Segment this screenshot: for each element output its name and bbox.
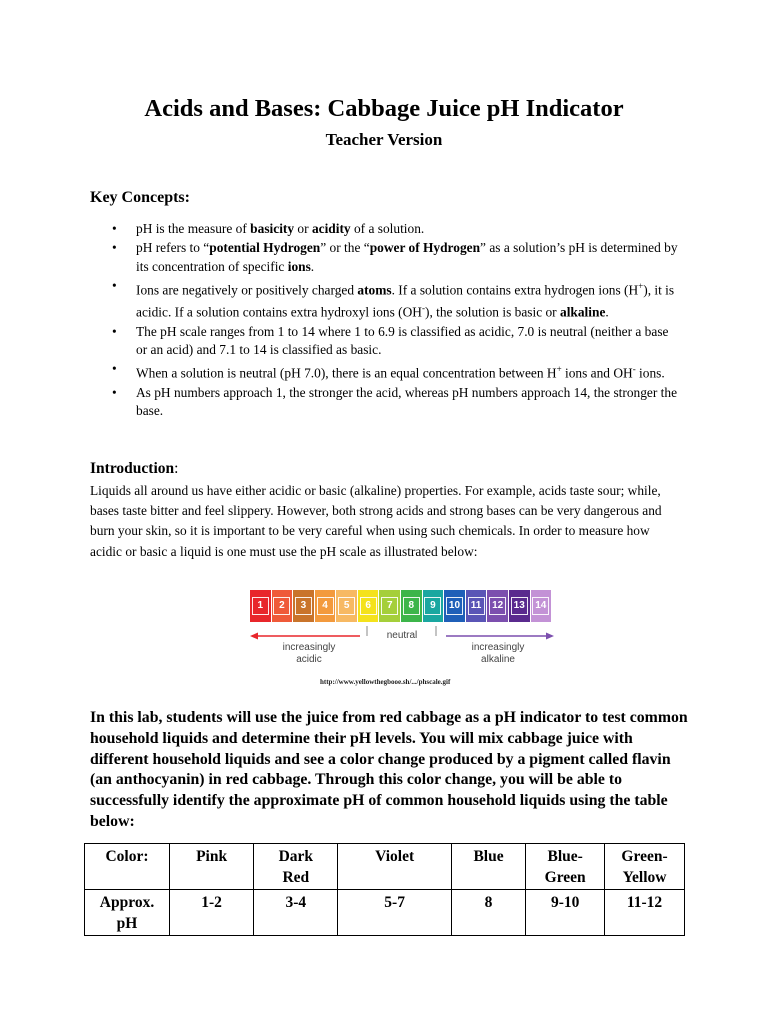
introduction-heading-text: Introduction [90, 460, 175, 477]
table-cell [605, 844, 685, 890]
concept-text: Ions are negatively or positively charged [136, 281, 358, 297]
concept-text: of a solution. [350, 221, 425, 236]
ph-scale-number: 9 [424, 597, 441, 615]
table-row [85, 844, 685, 890]
concept-text: ions and OH [561, 365, 633, 381]
introduction-heading-colon: : [174, 460, 179, 477]
concept-text: ” as a solution’s pH is determined by its concentration of specific [136, 240, 678, 274]
ph-scale-label-line: acidic [296, 654, 322, 665]
table-cell-line: Blue [473, 848, 504, 865]
table-cell-line: pH [116, 915, 138, 932]
table-cell-line: Red [282, 869, 310, 886]
key-concept-item [90, 277, 680, 323]
table-cell-line: Dark [278, 848, 314, 865]
concept-text: or [294, 221, 312, 236]
ph-scale-number: 10 [446, 597, 463, 615]
table-cell [605, 890, 685, 936]
superscript: - [421, 303, 425, 314]
concept-text: The pH scale ranges from 1 to 14 where 1 to 6.9 is classified as acidic, 7.0 is neutral (neither a base or an acid) and 7.1 to 14 is classified as basic. [136, 323, 669, 358]
ph-scale-label-line: increasingly [471, 642, 525, 653]
bold-term: basicity [250, 221, 295, 236]
concept-text: pH is the measure of [136, 221, 251, 236]
key-concept-item [90, 384, 680, 421]
concept-text: ), it is acidic. If a solution contains extra hydroxyl ions (OH [136, 281, 675, 320]
concept-text: ” or the “ [320, 240, 370, 255]
table-cell-line: 11-12 [626, 894, 663, 911]
concept-text: . [605, 304, 609, 320]
key-concept-item [90, 323, 680, 360]
ph-scale-number: 3 [295, 597, 312, 615]
superscript: - [632, 364, 636, 375]
table-cell-line: Yellow [622, 869, 667, 886]
table-cell [338, 890, 451, 936]
bold-term: alkaline [560, 304, 606, 320]
table-cell-line: Approx. [99, 894, 155, 911]
bold-term: potential Hydrogen [209, 240, 321, 255]
ph-scale-number: 11 [468, 597, 485, 615]
lab-description: In this lab, students will use the juice from red cabbage as a pH indicator to test common household liquids and determine their pH levels. You will mix cabbage juice with different household liquids and see a color change produced by a pigment called flavin (an anthocyanin) in red cabbage. Through this color change, you will be able to successfully identify the approximate pH of common household liquids using the table below: [90, 709, 688, 830]
acidic-arrowhead-icon [250, 633, 258, 640]
table-row [85, 890, 685, 936]
table-cell-line: Violet [375, 848, 415, 865]
table-cell [254, 890, 338, 936]
table-cell-line: Green- [621, 848, 668, 865]
table-cell [526, 844, 605, 890]
key-concept-item [90, 360, 680, 383]
ph-scale-label-acidic [264, 642, 354, 666]
table-cell-line: Pink [196, 848, 228, 865]
table-cell-line: 5-7 [384, 894, 405, 911]
table-cell-line: 9-10 [550, 894, 580, 911]
concept-text: As pH numbers approach 1, the stronger the acid, whereas pH numbers approach 14, the stronger the base. [136, 384, 678, 419]
table-cell-line: Green [544, 869, 586, 886]
page-title: Acids and Bases: Cabbage Juice pH Indicator [144, 95, 624, 122]
bullet-icon: • [112, 277, 117, 293]
introduction-text: Liquids all around us have either acidic or basic (alkaline) properties. For example, acids taste sour; while, bases taste bitter and feel slippery. However, both strong acids and strong bases can be very dangerous and burn your skin, so it is important to be very careful when using such chemicals. In order to measure how acidic or basic a liquid is one must use the pH scale as illustrated below: [90, 483, 662, 559]
concept-text: . If a solution contains extra hydrogen ions (H [391, 281, 639, 297]
superscript: + [638, 280, 644, 291]
concept-text: . [310, 258, 315, 274]
bullet-icon: • [112, 240, 117, 255]
bold-term: acidity [311, 221, 351, 236]
bold-term: ions [287, 258, 311, 274]
page-subtitle: Teacher Version [325, 130, 443, 149]
ph-scale-number: 14 [532, 597, 549, 615]
key-concept-item [90, 239, 680, 276]
key-concepts-heading: Key Concepts: [90, 189, 190, 206]
key-concepts-list [90, 220, 680, 421]
table-cell [451, 890, 526, 936]
ph-scale-number: 2 [273, 597, 290, 615]
ph-scale-number: 4 [317, 597, 334, 615]
bullet-icon: • [112, 221, 117, 236]
ph-scale-caption: http://www.yellowthegbooe.sh/.../phscale.gif [320, 678, 451, 686]
ph-scale-number: 6 [360, 597, 377, 615]
alkaline-arrowhead-icon [546, 633, 554, 640]
table-cell-line: 1-2 [201, 894, 222, 911]
ph-scale-number: 13 [511, 597, 528, 615]
concept-text: pH refers to “ [136, 240, 210, 255]
table-cell [254, 844, 338, 890]
bold-term: power of Hydrogen [369, 240, 481, 255]
bold-term: atoms [357, 281, 392, 297]
table-cell-line: Blue- [547, 848, 583, 865]
table-cell-line: 8 [484, 894, 493, 911]
table-cell [338, 844, 451, 890]
ph-scale-label-alkaline [446, 642, 550, 666]
ph-scale-number: 1 [252, 597, 269, 615]
table-cell-line: Color: [105, 848, 149, 865]
ph-scale-label-neutral: neutral [386, 630, 418, 641]
ph-scale-label-line: alkaline [481, 654, 515, 665]
superscript: + [556, 364, 562, 375]
table-cell [451, 844, 526, 890]
introduction-heading [90, 458, 178, 480]
bullet-icon: • [112, 323, 117, 339]
key-concept-item [90, 220, 680, 239]
bullet-icon: • [112, 361, 117, 377]
table-row-header [85, 890, 170, 936]
table-cell [170, 844, 254, 890]
ph-scale-label-line: increasingly [282, 642, 336, 653]
ph-scale-number: 8 [403, 597, 420, 615]
ph-scale-number: 7 [381, 597, 398, 615]
concept-text: When a solution is neutral (pH 7.0), there is an equal concentration between H [136, 365, 557, 381]
table-cell [526, 890, 605, 936]
ph-scale-number: 5 [338, 597, 355, 615]
color-ph-table [84, 843, 685, 936]
concept-text: ), the solution is basic or [424, 304, 560, 320]
table-cell-line: 3-4 [285, 894, 307, 911]
table-row-header [85, 844, 170, 890]
color-ph-table-body [85, 844, 685, 936]
ph-scale-figure [250, 590, 554, 686]
concept-text: ions. [635, 365, 665, 381]
table-cell [170, 890, 254, 936]
bullet-icon: • [112, 384, 117, 400]
ph-scale-number: 12 [489, 597, 506, 615]
